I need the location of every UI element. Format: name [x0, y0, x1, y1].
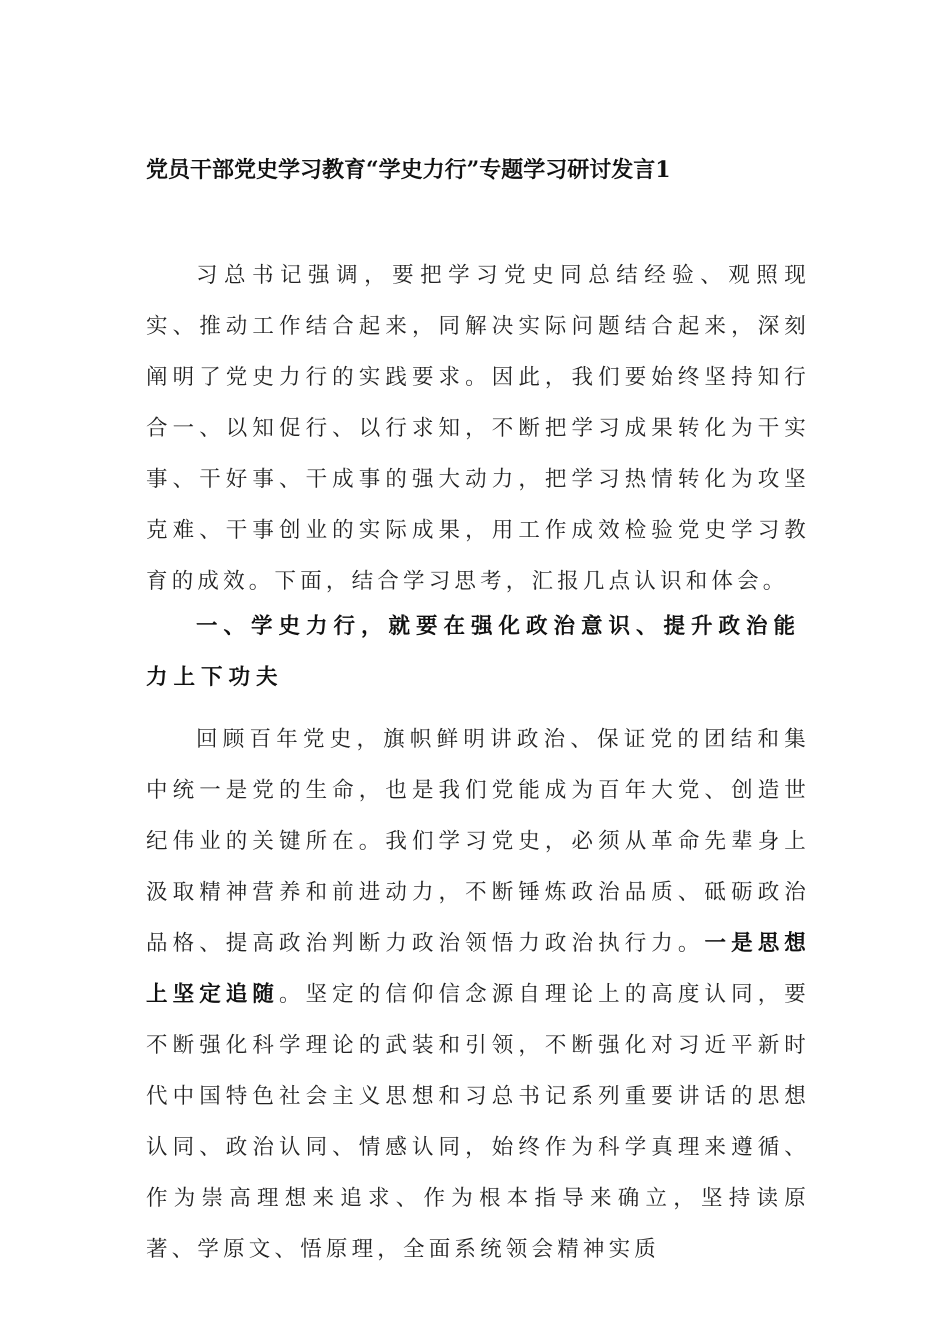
document-title: 党员干部党史学习教育“学史力行”专题学习研讨发言1 [146, 157, 671, 183]
paragraph-section-1 [146, 714, 810, 1275]
paragraph-intro: 习总书记强调，要把学习党史同总结经验、观照现实、推动工作结合起来，同解决实际问题结合起来，深刻阐明了党史力行的实践要求。因此，我们要始终坚持知行合一、以知促行、以行求知，不断把学习成果转化为干实事、干好事、干成事的强大动力，把学习热情转化为攻坚克难、干事创业的实际成果，用工作成效检验党史学习教育的成效。下面，结合学习思考，汇报几点认识和体会。 [146, 263, 810, 594]
paragraph-section-1-text-b: 。坚定的信仰信念源自理论上的高度认同，要不断强化科学理论的武装和引领，不断强化对习近平新时代中国特色社会主义思想和习总书记系列重要讲话的思想认同、政治认同、情感认同，始终作为科学真理来遵循、作为崇高理想来追求、作为根本指导来确立，坚持读原著、学原文、悟原理，全面系统领会精神实质 [146, 982, 810, 1262]
section-heading-1: 一、学史力行，就要在强化政治意识、提升政治能力上下功夫 [146, 614, 802, 690]
paragraph-section-1-text-a: 回顾百年党史，旗帜鲜明讲政治、保证党的团结和集中统一是党的生命，也是我们党能成为百年大党、创造世纪伟业的关键所在。我们学习党史，必须从革命先辈身上汲取精神营养和前进动力，不断锤炼政治品质、砥砺政治品格、提高政治判断力政治领悟力政治执行力。 [146, 727, 810, 956]
paragraph-section-1-bold-point: 一是思想上坚定追随 [146, 931, 811, 1007]
